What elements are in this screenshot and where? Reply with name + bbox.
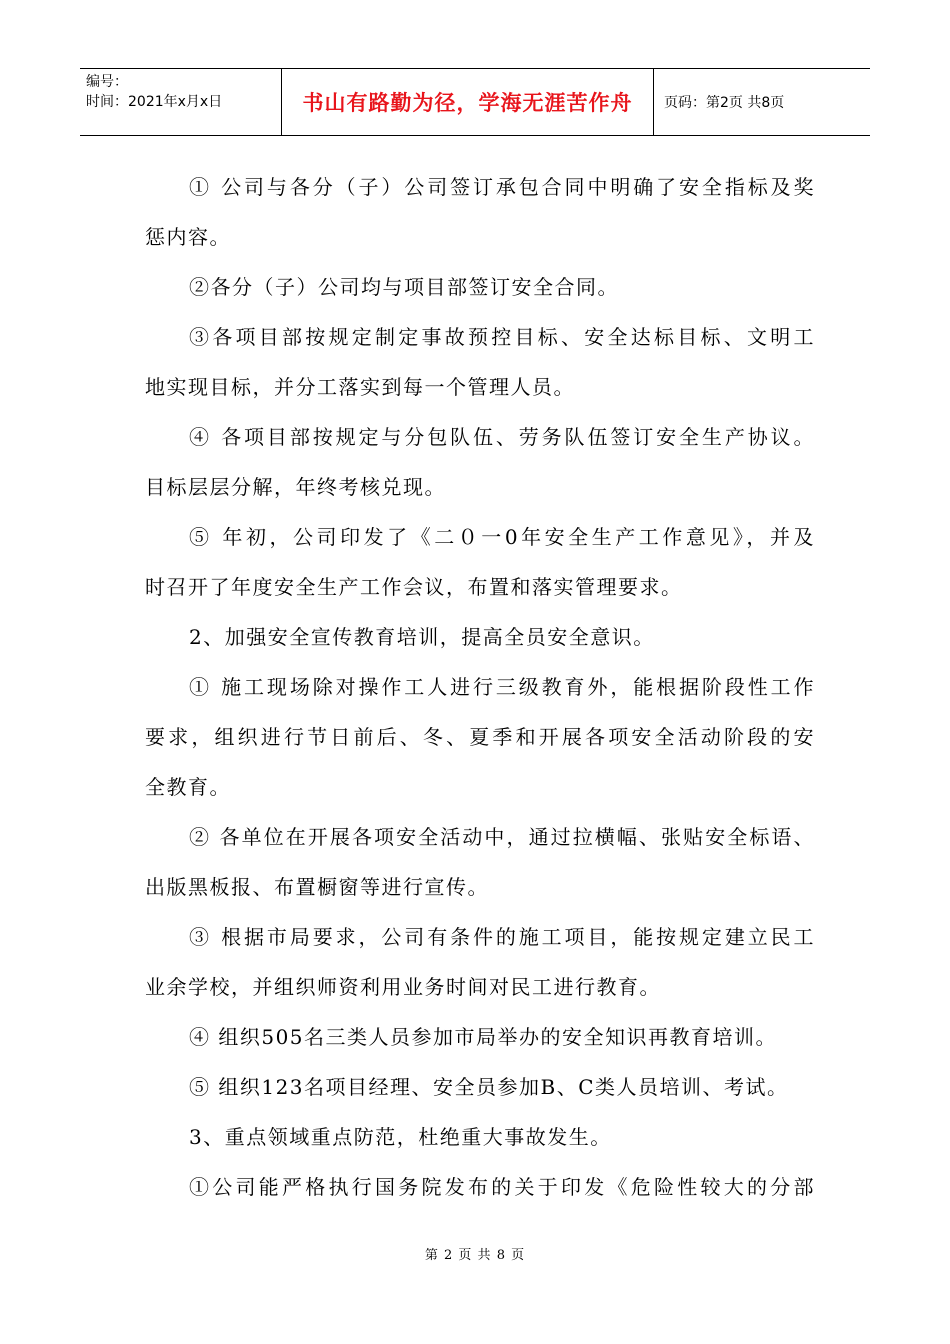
body-line: ① 施工现场除对操作工人进行三级教育外，能根据阶段性工作 [189, 675, 815, 699]
body-line: ③ 根据市局要求，公司有条件的施工项目，能按规定建立民工 [189, 925, 815, 949]
body-line: 时召开了年度安全生产工作会议，布置和落实管理要求。 [145, 575, 683, 599]
body-line: ① 公司与各分（子）公司签订承包合同中明确了安全指标及奖 [189, 175, 815, 199]
body-line: ④ 各项目部按规定与分包队伍、劳务队伍签订安全生产协议。 [189, 425, 815, 449]
body-line: ③各项目部按规定制定事故预控目标、安全达标目标、文明工 [189, 325, 815, 349]
body-line: ②各分（子）公司均与项目部签订安全合同。 [189, 275, 619, 299]
body-line: ⑤ 组织123名项目经理、安全员参加B、C类人员培训、考试。 [189, 1075, 789, 1099]
header-motto-cell [282, 69, 654, 135]
header-page-info: 页码：第2页 共8页 [664, 95, 785, 111]
header-table [80, 68, 870, 136]
body-line: 业余学校，并组织师资利用业务时间对民工进行教育。 [145, 975, 661, 999]
footer-page-number: 第 2 页 共 8 页 [424, 1248, 526, 1263]
document-body [145, 162, 815, 1212]
page-footer [0, 1244, 950, 1263]
body-line: 出版黑板报、布置橱窗等进行宣传。 [145, 875, 489, 899]
body-line: ④ 组织505名三类人员参加市局举办的安全知识再教育培训。 [189, 1025, 778, 1049]
body-line: 全教育。 [145, 775, 231, 799]
body-line: 3、重点领域重点防范，杜绝重大事故发生。 [189, 1125, 612, 1149]
body-line: 地实现目标，并分工落实到每一个管理人员。 [145, 375, 575, 399]
body-line: 2、加强安全宣传教育培训，提高全员安全意识。 [189, 625, 655, 649]
body-line: 要求，组织进行节日前后、冬、夏季和开展各项安全活动阶段的安 [145, 725, 815, 749]
header-page-cell [654, 69, 870, 135]
document-date: 时间：2021年x月x日 [86, 94, 223, 110]
body-line: ② 各单位在开展各项安全活动中，通过拉横幅、张贴安全标语、 [189, 825, 815, 849]
body-line: 惩内容。 [145, 225, 231, 249]
document-number-label: 编号： [86, 74, 128, 90]
header-motto: 书山有路勤为径，学海无涯苦作舟 [302, 91, 633, 115]
body-line: 目标层层分解，年终考核兑现。 [145, 475, 446, 499]
body-line: ⑤ 年初，公司印发了《二０一0年安全生产工作意见》，并及 [189, 525, 815, 549]
header-meta-cell [80, 69, 282, 135]
body-line: ①公司能严格执行国务院发布的关于印发《危险性较大的分部 [189, 1175, 815, 1199]
